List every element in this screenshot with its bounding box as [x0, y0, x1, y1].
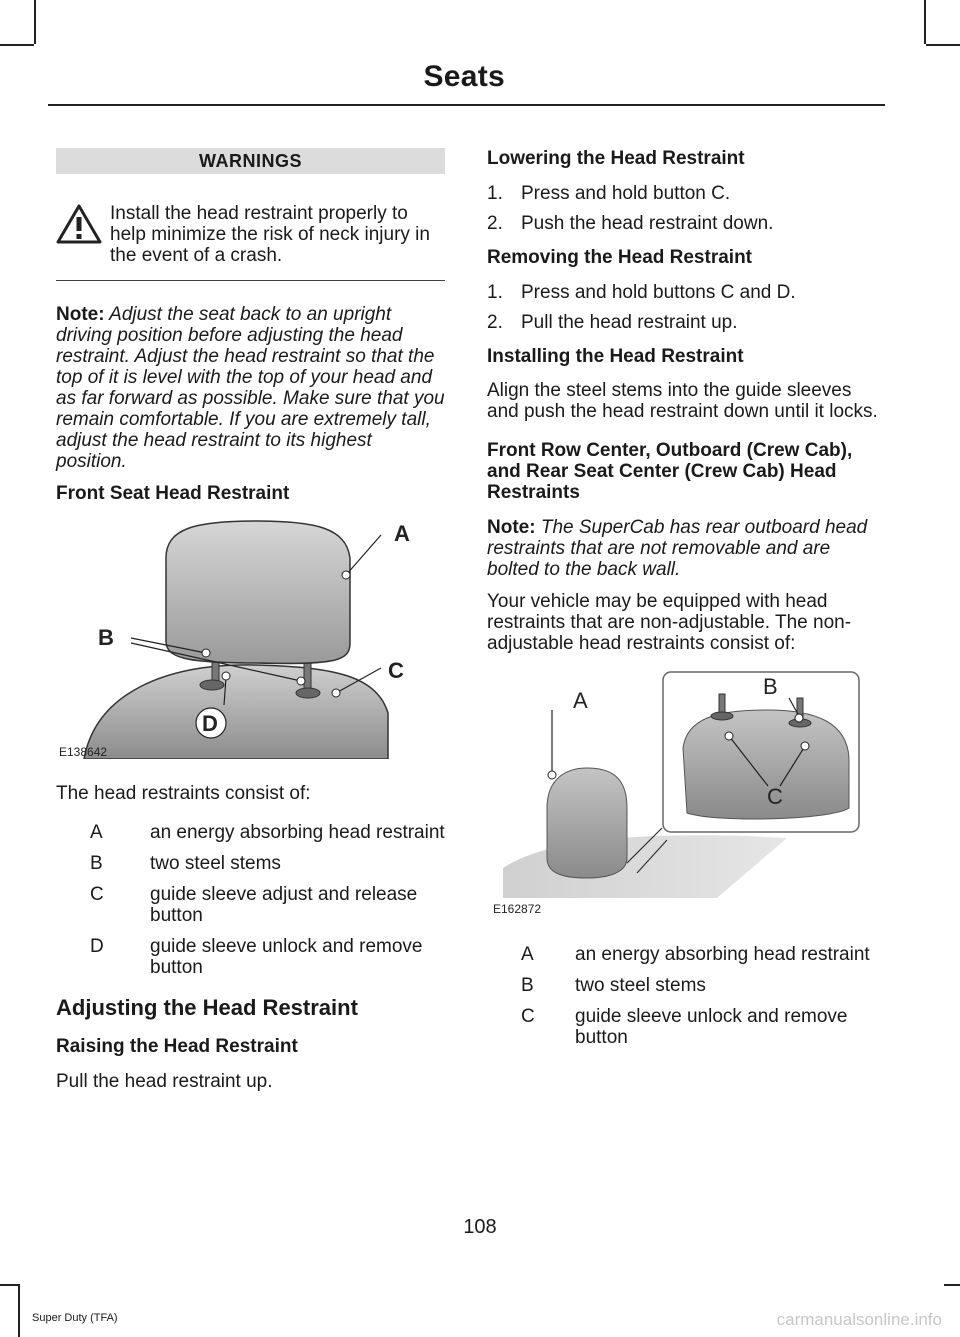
lowering-steps — [487, 183, 879, 234]
callout-b: B — [98, 625, 114, 650]
warnings-heading: WARNINGS — [56, 148, 445, 174]
figure-code: E162872 — [493, 902, 542, 916]
callout-a: A — [394, 521, 410, 546]
note-text: The SuperCab has rear outboard head restraints that are not removable and are bolted to the back wall. — [487, 517, 868, 580]
watermark: carmanualsonline.info — [776, 1310, 942, 1329]
note-label: Note: — [487, 517, 536, 538]
list-item: D guide sleeve unlock and remove button — [90, 936, 423, 978]
callout-c: C — [388, 658, 404, 683]
center-intro: Your vehicle may be equipped with head restraints that are non-adjustable. The non-adjustable head restraints consist of: — [487, 591, 852, 654]
raising-heading: Raising the Head Restraint — [56, 1036, 298, 1057]
list-item: B two steel stems — [521, 975, 706, 996]
page-title: Seats — [423, 60, 505, 93]
crop-mark — [926, 44, 960, 46]
list-item: 2. Push the head restraint down. — [487, 213, 774, 234]
removing-heading: Removing the Head Restraint — [487, 247, 752, 268]
footer-model: Super Duty (TFA) — [32, 1312, 118, 1324]
center-head-restraint-figure — [487, 668, 879, 924]
list-item: 1. Press and hold buttons C and D. — [487, 282, 796, 303]
crop-mark — [18, 1284, 20, 1337]
page-number: 108 — [463, 1216, 497, 1238]
note-label: Note: — [56, 304, 105, 325]
seat-adjust-note — [56, 304, 445, 472]
right-column — [487, 148, 879, 1058]
lowering-heading: Lowering the Head Restraint — [487, 148, 745, 169]
installing-text: Align the steel stems into the guide sleeves and push the head restraint down until it locks. — [487, 380, 878, 422]
center-heading: Front Row Center, Outboard (Crew Cab), and Rear Seat Center (Crew Cab) Head Restraints — [487, 440, 853, 503]
raising-text: Pull the head restraint up. — [56, 1071, 273, 1092]
warning-text: Install the head restraint properly to help minimize the risk of neck injury in the event of a crash. — [110, 203, 430, 266]
note-text: Adjust the seat back to an upright driving position before adjusting the head restraint. Adjust the head restraint so that the top of it is level with the top of your head and as far forward as possible. Make sure that you remain comfortable. If you are extremely tall, adjust the head restraint to its highest position. — [56, 304, 445, 472]
front-seat-heading: Front Seat Head Restraint — [56, 483, 290, 504]
warning-triangle-icon — [56, 204, 102, 244]
callout-a: A — [573, 688, 588, 713]
crop-mark — [0, 1284, 18, 1286]
warnings-divider — [56, 280, 445, 281]
left-column — [56, 148, 445, 1092]
list-item: C guide sleeve unlock and remove button — [521, 1006, 848, 1048]
crop-mark — [924, 0, 926, 44]
adjusting-heading: Adjusting the Head Restraint — [56, 995, 358, 1020]
front-parts-list — [90, 822, 445, 978]
callout-d: D — [202, 711, 218, 736]
front-head-restraint-figure — [56, 513, 445, 759]
crop-mark — [0, 44, 34, 46]
callout-b: B — [763, 674, 778, 699]
removing-steps — [487, 282, 879, 333]
list-item: 2. Pull the head restraint up. — [487, 312, 738, 333]
list-item: 1. Press and hold button C. — [487, 183, 731, 204]
center-parts-list — [521, 944, 879, 1048]
front-head-restraint-illustration — [56, 513, 445, 759]
header-divider — [48, 104, 885, 106]
supercab-note — [487, 517, 879, 580]
list-item: B two steel stems — [90, 853, 281, 874]
installing-heading: Installing the Head Restraint — [487, 346, 744, 367]
crop-mark — [944, 1284, 960, 1286]
list-item: C guide sleeve adjust and release button — [90, 884, 418, 926]
center-head-restraint-illustration — [487, 668, 879, 924]
warnings-box — [56, 148, 445, 281]
figure-code: E138642 — [59, 745, 108, 759]
list-item: A an energy absorbing head restraint — [521, 944, 870, 965]
crop-mark — [34, 0, 36, 44]
callout-c: C — [767, 784, 783, 809]
front-intro: The head restraints consist of: — [56, 783, 311, 804]
list-item: A an energy absorbing head restraint — [90, 822, 445, 843]
